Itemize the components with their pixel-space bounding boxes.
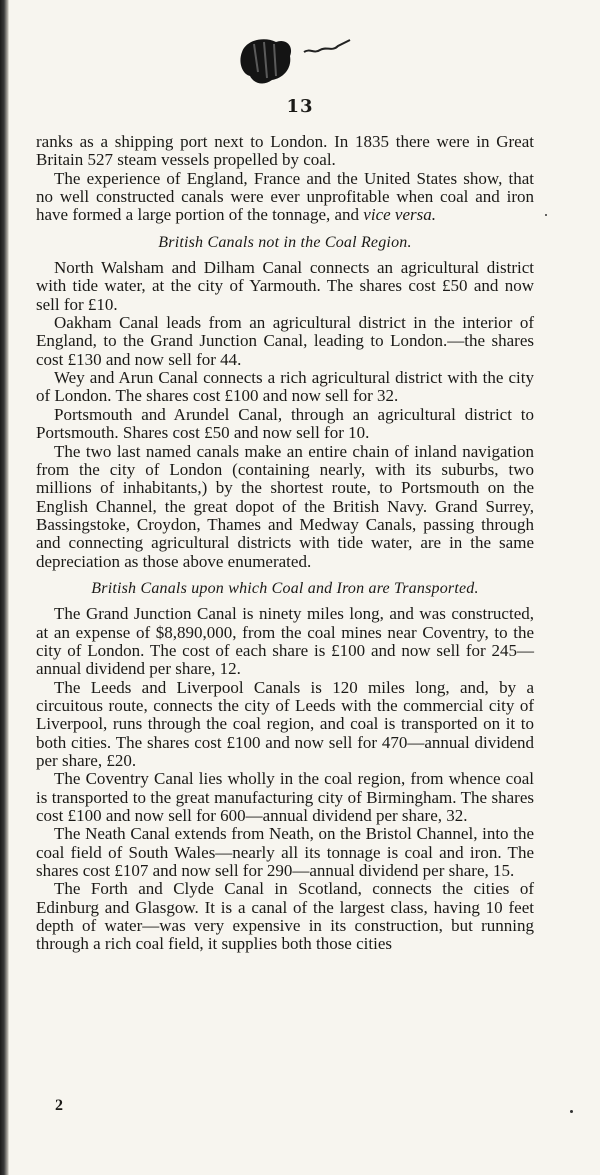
page-body — [36, 133, 534, 954]
page-number: 13 — [286, 96, 314, 117]
section-heading-non-coal: British Canals not in the Coal Region. — [158, 233, 412, 251]
signature-mark: 2 — [55, 1097, 63, 1114]
paragraph-text: The experience of England, France and the United States show, that no well constructed canals were ever unprofitable when coal and iron have formed a large portion of the tonnage, and — [36, 168, 534, 225]
library-stamp-mark — [234, 22, 354, 92]
ink-speck — [545, 214, 547, 216]
italic-phrase: vice versa. — [363, 205, 436, 225]
paragraph: The Leeds and Liverpool Canals is 120 miles long, and, by a circuitous route, connects the city of Leeds with the commercial city of Liverpool, runs through the coal region, and coal is transported on it to both cities. The shares cost £100 and now sell for 470—annual dividend per share, £20. — [36, 677, 534, 770]
book-binding-edge — [0, 0, 9, 1175]
paragraph: The Coventry Canal lies wholly in the coal region, from whence coal is transported to the great manufacturing city of Birmingham. The shares cost £100 and now sell for 600—annual dividend per share, 32. — [36, 769, 534, 826]
opening-paragraph: ranks as a shipping port next to London. In 1835 there were in Great Britain 527 steam vessels propelled by coal. — [36, 132, 534, 170]
paragraph: The two last named canals make an entire chain of inland navigation from the city of London (containing nearly, with its suburbs, two millions of inhabitants,) by the shortest route, to Portsmouth on the English Channel, the great dopot of the British Navy. Grand Surrey, Bassingstoke, Croydon, Thames and Medway Canals, passing through and connecting agricultural districts with tide water, are in the same depreciation as those above enumerated. — [36, 441, 534, 571]
ink-speck — [570, 1110, 573, 1113]
paragraph: The Forth and Clyde Canal in Scotland, connects the cities of Edinburg and Glasgow. It is a canal of the largest class, having 10 feet depth of water—was very expensive in its construction, but running through a rich coal field, it supplies both those cities — [36, 879, 534, 954]
paragraph: Oakham Canal leads from an agricultural district in the interior of England, to the Grand Junction Canal, leading to London.—the shares cost £130 and now sell for 44. — [36, 313, 534, 369]
paragraph: The Grand Junction Canal is ninety miles long, and was constructed, at an expense of $8,890,000, from the coal mines near Coventry, to the city of London. The cost of each share is £100 and now sell for 245—annual dividend per share, 12. — [36, 604, 534, 679]
paragraph: North Walsham and Dilham Canal connects an agricultural district with tide water, at the city of Yarmouth. The shares cost £50 and now sell for £10. — [36, 258, 534, 314]
paragraph: The Neath Canal extends from Neath, on the Bristol Channel, into the coal field of South Wales—nearly all its tonnage is coal and iron. The shares cost £107 and now sell for 290—annual dividend per share, 15. — [36, 824, 534, 881]
paragraph: Wey and Arun Canal connects a rich agricultural district with the city of London. The shares cost £100 and now sell for 32. — [36, 368, 534, 406]
paragraph — [36, 170, 534, 225]
paragraph: Portsmouth and Arundel Canal, through an agricultural district to Portsmouth. Shares cost £50 and now sell for 10. — [36, 404, 534, 443]
section-heading-coal-iron: British Canals upon which Coal and Iron are Transported. — [91, 579, 479, 597]
